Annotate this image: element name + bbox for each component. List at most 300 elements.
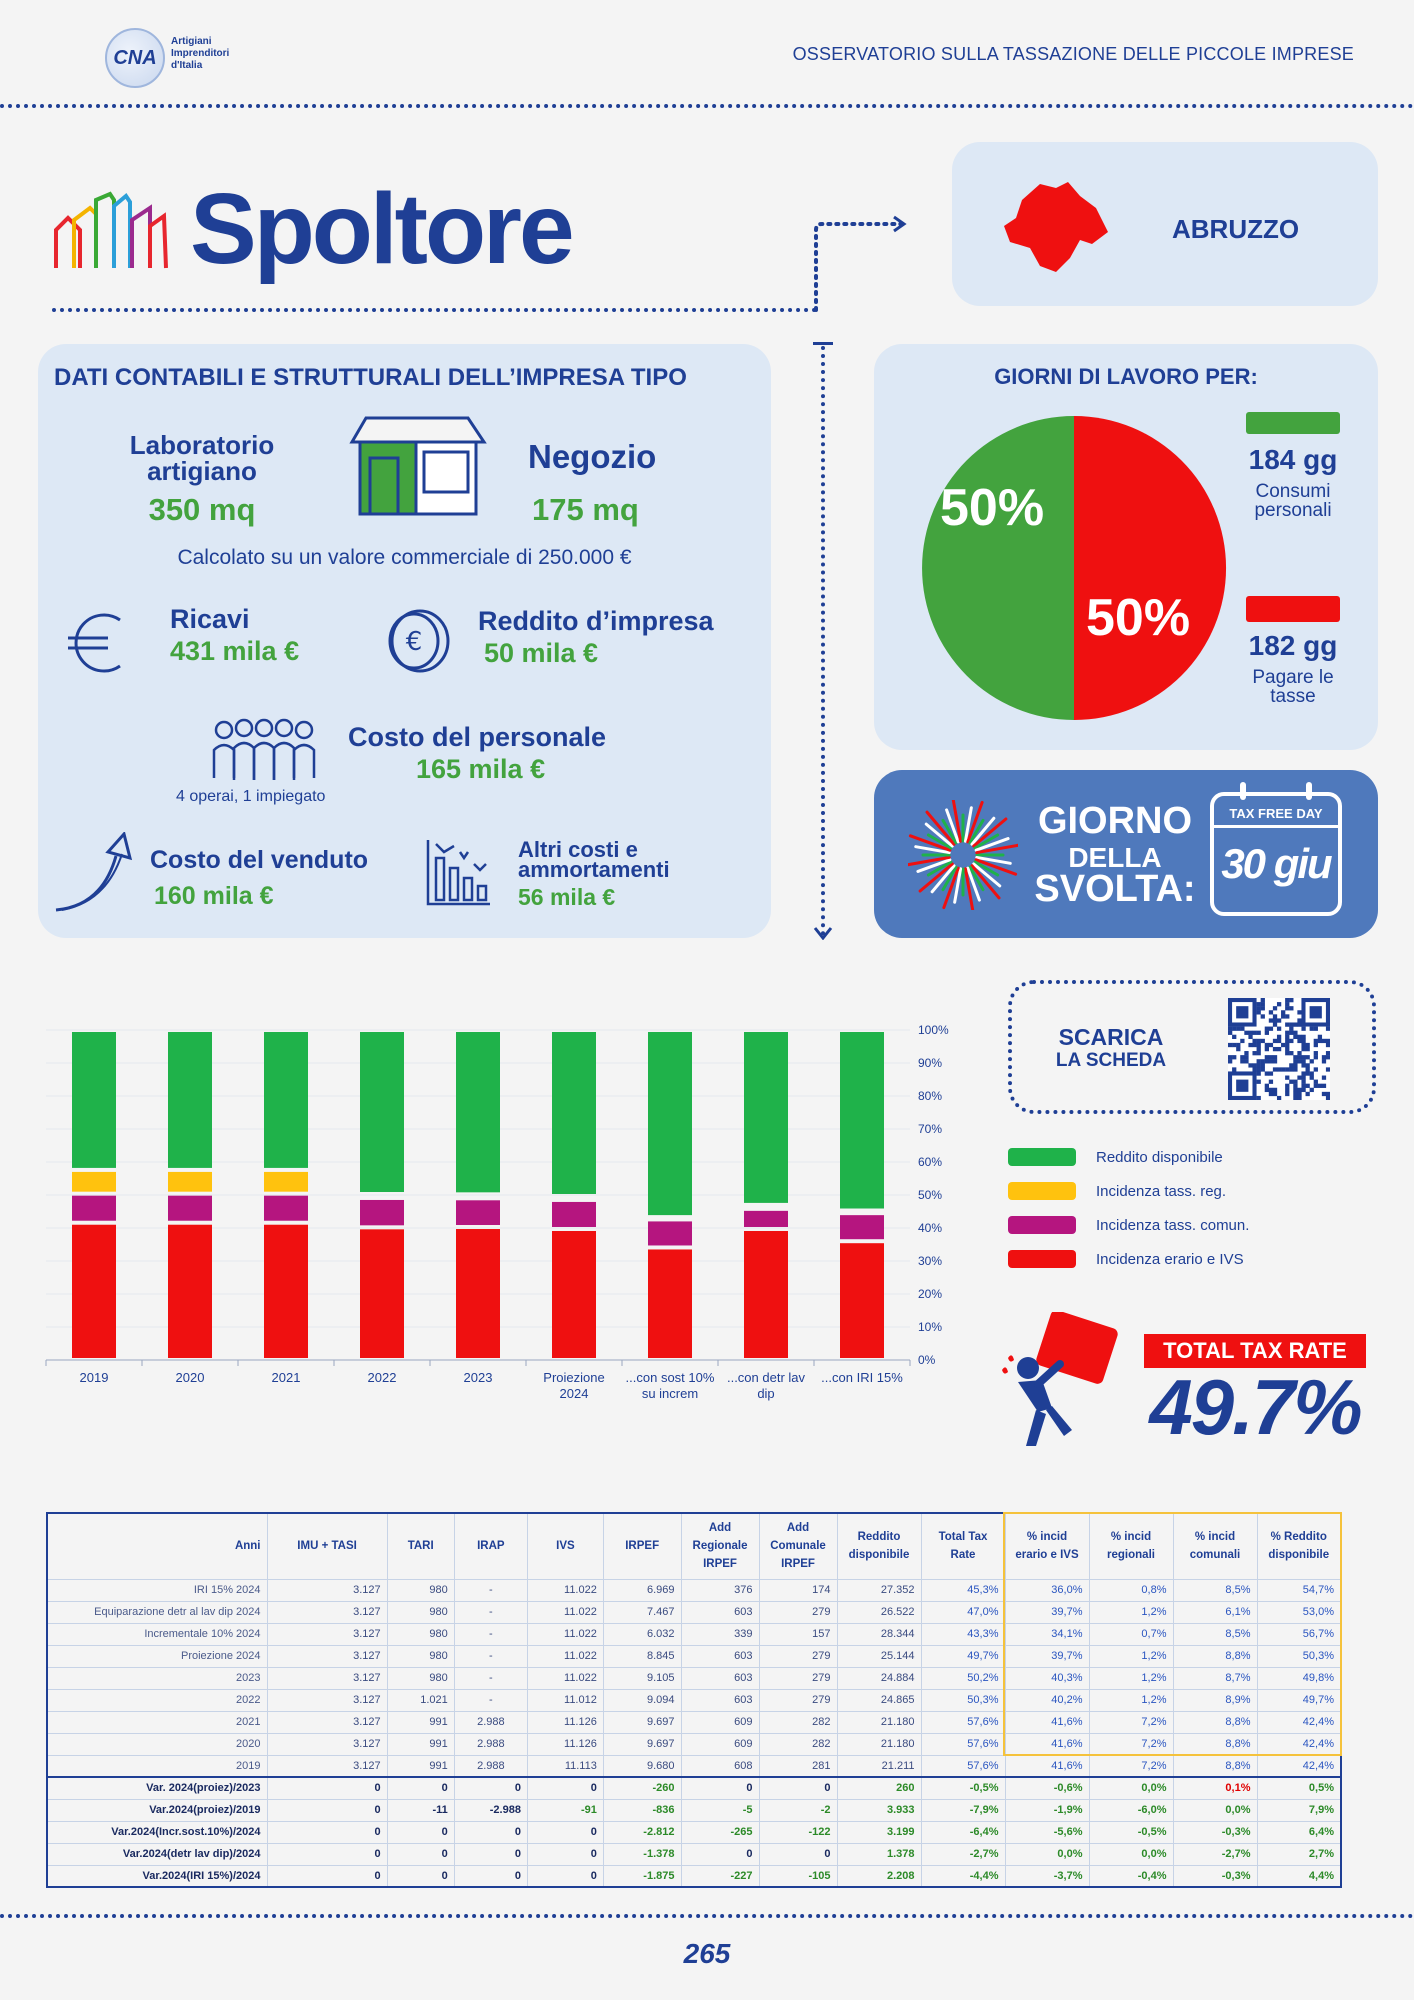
qr-module: [1257, 1071, 1261, 1075]
qr-module: [1285, 1088, 1289, 1092]
table-cell: 281: [759, 1755, 837, 1777]
table-cell: Proiezione 2024: [47, 1645, 267, 1667]
table-cell: -5: [681, 1799, 759, 1821]
x-tick-label: su increm: [641, 1386, 699, 1401]
venduto-label: Costo del venduto: [150, 846, 369, 874]
legend-reg-swatch: [1008, 1182, 1076, 1200]
qr-module: [1257, 1043, 1261, 1047]
bar-segment: [168, 1225, 212, 1358]
bar-segment: [72, 1196, 116, 1221]
qr-module: [1314, 1080, 1318, 1084]
table-cell: -0,3%: [1173, 1865, 1257, 1887]
table-cell: 27.352: [837, 1579, 921, 1601]
table-cell: 39,7%: [1005, 1601, 1089, 1623]
x-tick-label: dip: [757, 1386, 775, 1401]
table-cell: 3.127: [267, 1645, 387, 1667]
table-cell: -4,4%: [921, 1865, 1005, 1887]
table-row: [47, 1623, 1341, 1645]
qr-module: [1252, 1063, 1256, 1067]
table-cell: 2022: [47, 1689, 267, 1711]
qr-module: [1269, 1027, 1273, 1031]
table-cell: 3.199: [837, 1821, 921, 1843]
qr-module: [1273, 1039, 1277, 1043]
table-cell: -6,4%: [921, 1821, 1005, 1843]
table-cell: -: [454, 1601, 527, 1623]
qr-module: [1269, 1043, 1273, 1047]
qr-module: [1285, 1043, 1289, 1047]
qr-module: [1261, 1059, 1265, 1063]
table-cell: 279: [759, 1645, 837, 1667]
table-cell: 0,7%: [1089, 1623, 1173, 1645]
table-header-row: [47, 1513, 1341, 1579]
qr-module: [1236, 1027, 1240, 1031]
table-cell: 1,2%: [1089, 1645, 1173, 1667]
qr-module: [1240, 1039, 1244, 1043]
table-cell: 4,4%: [1257, 1865, 1341, 1887]
qr-module: [1285, 1039, 1289, 1043]
table-cell: 0: [387, 1843, 454, 1865]
qr-module: [1301, 1055, 1305, 1059]
table-cell: 2.988: [454, 1711, 527, 1733]
euro-icon: [62, 608, 132, 678]
legend-comun-label: Incidenza tass. comun.: [1096, 1216, 1250, 1234]
qr-module: [1285, 1002, 1289, 1006]
table-cell: 0,5%: [1257, 1777, 1341, 1799]
table-cell: 49,7%: [921, 1645, 1005, 1667]
bar-segment: [264, 1196, 308, 1221]
qr-module: [1265, 1031, 1269, 1035]
table-cell: 3.933: [837, 1799, 921, 1821]
table-header-cell: IMU + TASI: [267, 1513, 387, 1579]
qr-module: [1261, 1039, 1265, 1043]
bar-segment: [360, 1200, 404, 1225]
qr-module: [1269, 1080, 1273, 1084]
qr-module: [1310, 1076, 1314, 1080]
qr-module: [1293, 1096, 1297, 1100]
table-cell: -7,9%: [921, 1799, 1005, 1821]
bar-segment: [744, 1211, 788, 1227]
table-variation-row: [47, 1843, 1341, 1865]
personale-label: Costo del personale: [348, 722, 607, 752]
table-row: [47, 1667, 1341, 1689]
qr-module: [1289, 998, 1293, 1002]
y-tick-label: 80%: [918, 1089, 943, 1103]
qr-module: [1269, 1059, 1273, 1063]
table-cell: 6,1%: [1173, 1601, 1257, 1623]
qr-module: [1265, 1088, 1269, 1092]
legend-reddito: [1008, 1148, 1223, 1166]
ricavi-label: Ricavi: [170, 604, 250, 634]
connector-top-cap: [813, 342, 833, 345]
table-cell: 9.105: [603, 1667, 681, 1689]
qr-module: [1277, 1035, 1281, 1039]
qr-module: [1314, 1084, 1318, 1088]
qr-module: [1293, 1022, 1297, 1026]
qr-module: [1326, 1027, 1330, 1031]
pie-slice-consumi: [922, 416, 1074, 720]
qr-module: [1257, 1059, 1261, 1063]
qr-module: [1277, 1002, 1281, 1006]
table-cell: 0: [681, 1777, 759, 1799]
table-cell: 0: [454, 1865, 527, 1887]
table-cell: -836: [603, 1799, 681, 1821]
table-cell: -2,7%: [1173, 1843, 1257, 1865]
table-header-cell: % incid erario e IVS: [1005, 1513, 1089, 1579]
region-name: ABRUZZO: [1172, 214, 1300, 244]
qr-module: [1293, 1088, 1297, 1092]
qr-module: [1248, 1043, 1252, 1047]
table-cell: -91: [527, 1799, 603, 1821]
bar-segment: [264, 1225, 308, 1358]
page-number: 265: [683, 1938, 731, 1969]
qr-module: [1289, 1031, 1293, 1035]
table-header-cell: Total Tax Rate: [921, 1513, 1005, 1579]
bar-segment: [456, 1032, 500, 1192]
table-cell: 28.344: [837, 1623, 921, 1645]
x-tick-label: ...con IRI 15%: [821, 1370, 903, 1385]
qr-module: [1273, 1059, 1277, 1063]
table-cell: -2,7%: [921, 1843, 1005, 1865]
table-cell: 991: [387, 1733, 454, 1755]
table-cell: 50,3%: [1257, 1645, 1341, 1667]
qr-module: [1289, 1039, 1293, 1043]
legend-consumi-swatch: [1246, 412, 1340, 434]
ricavi-value: 431 mila €: [170, 636, 300, 666]
scarica-box[interactable]: [1008, 980, 1376, 1114]
city-underline: [52, 308, 817, 312]
table-cell: 0: [759, 1843, 837, 1865]
consumi-label: Consumi personali: [1254, 481, 1332, 521]
legend-reddito-label: Reddito disponibile: [1096, 1148, 1223, 1166]
qr-module: [1285, 1047, 1289, 1051]
data-table-wrap: [46, 1512, 1342, 1888]
table-cell: 0,1%: [1173, 1777, 1257, 1799]
table-cell: 47,0%: [921, 1601, 1005, 1623]
calendar-ring-left: [1240, 782, 1246, 800]
table-row: [47, 1689, 1341, 1711]
y-tick-label: 40%: [918, 1221, 943, 1235]
giorni-pie-chart: [918, 412, 1230, 724]
qr-module: [1277, 1047, 1281, 1051]
table-variation-row: [47, 1777, 1341, 1799]
svg-text:€: €: [405, 627, 423, 657]
table-cell: 40,2%: [1005, 1689, 1089, 1711]
giorni-panel: [874, 344, 1378, 750]
qr-module: [1301, 1039, 1305, 1043]
qr-module: [1273, 1092, 1277, 1096]
table-cell: 1,2%: [1089, 1601, 1173, 1623]
table-cell: 608: [681, 1755, 759, 1777]
qr-module: [1289, 1051, 1293, 1055]
table-cell: Equiparazione detr al lav dip 2024: [47, 1601, 267, 1623]
personale-note: 4 operai, 1 impiegato: [176, 788, 326, 805]
table-cell: 7,9%: [1257, 1799, 1341, 1821]
table-cell: 21.180: [837, 1711, 921, 1733]
bar-segment: [360, 1032, 404, 1192]
table-cell: 39,7%: [1005, 1645, 1089, 1667]
qr-module: [1248, 1063, 1252, 1067]
table-cell: 7,2%: [1089, 1733, 1173, 1755]
table-cell: 54,7%: [1257, 1579, 1341, 1601]
qr-module: [1285, 1067, 1289, 1071]
qr-module: [1326, 1043, 1330, 1047]
table-cell: 376: [681, 1579, 759, 1601]
qr-module: [1257, 1063, 1261, 1067]
qr-module: [1285, 1022, 1289, 1026]
table-cell: 9.697: [603, 1733, 681, 1755]
table-cell: 991: [387, 1711, 454, 1733]
tasse-days: 182 gg: [1248, 630, 1338, 661]
qr-module: [1306, 1063, 1310, 1067]
reddito-value: 50 mila €: [484, 638, 599, 668]
table-cell: 11.126: [527, 1733, 603, 1755]
table-cell: 57,6%: [921, 1755, 1005, 1777]
y-tick-label: 70%: [918, 1122, 943, 1136]
qr-finder-inner: [1236, 1006, 1248, 1018]
qr-module: [1306, 1071, 1310, 1075]
table-cell: -6,0%: [1089, 1799, 1173, 1821]
qr-module: [1269, 1088, 1273, 1092]
qr-module: [1248, 1035, 1252, 1039]
table-cell: 2019: [47, 1755, 267, 1777]
table-cell: 8,8%: [1173, 1733, 1257, 1755]
table-cell: 8.845: [603, 1645, 681, 1667]
calendar-head: TAX FREE DAY: [1214, 806, 1338, 828]
table-cell: 991: [387, 1755, 454, 1777]
tax-free-calendar: [1210, 792, 1342, 916]
table-cell: 0: [387, 1865, 454, 1887]
tax-burden-person-icon: [998, 1312, 1128, 1452]
altri-label: Altri costi e ammortamenti: [518, 837, 670, 882]
scarica-line2: LA SCHEDA: [1055, 1050, 1167, 1071]
qr-code-icon[interactable]: [1228, 998, 1330, 1100]
qr-module: [1322, 1076, 1326, 1080]
qr-module: [1257, 1031, 1261, 1035]
header-title: OSSERVATORIO SULLA TASSAZIONE DELLE PICCOLE IMPRESE: [792, 44, 1354, 64]
qr-module: [1273, 1014, 1277, 1018]
table-cell: 980: [387, 1645, 454, 1667]
table-cell: 6,4%: [1257, 1821, 1341, 1843]
table-cell: 25.144: [837, 1645, 921, 1667]
qr-module: [1244, 1051, 1248, 1055]
total-tax-label: TOTAL TAX RATE: [1144, 1334, 1366, 1368]
table-row: [47, 1733, 1341, 1755]
table-cell: -0,4%: [1089, 1865, 1173, 1887]
table-cell: 1,2%: [1089, 1667, 1173, 1689]
qr-module: [1289, 1006, 1293, 1010]
table-cell: 3.127: [267, 1689, 387, 1711]
table-cell: 2023: [47, 1667, 267, 1689]
qr-module: [1269, 1010, 1273, 1014]
svolta-panel: [874, 770, 1378, 938]
table-cell: -5,6%: [1005, 1821, 1089, 1843]
table-cell: 50,3%: [921, 1689, 1005, 1711]
qr-module: [1240, 1059, 1244, 1063]
qr-module: [1257, 1002, 1261, 1006]
qr-module: [1314, 1055, 1318, 1059]
table-cell: 0: [681, 1843, 759, 1865]
qr-module: [1261, 1006, 1265, 1010]
giorni-title: GIORNI DI LAVORO PER:: [994, 364, 1258, 389]
qr-module: [1277, 1027, 1281, 1031]
table-cell: -0,6%: [1005, 1777, 1089, 1799]
logo-sub-1: Artigiani: [171, 36, 212, 47]
qr-module: [1301, 1047, 1305, 1051]
qr-module: [1293, 1035, 1297, 1039]
qr-module: [1314, 1027, 1318, 1031]
bar-segment: [264, 1172, 308, 1192]
table-header-cell: Reddito disponibile: [837, 1513, 921, 1579]
y-tick-label: 60%: [918, 1155, 943, 1169]
qr-module: [1322, 1039, 1326, 1043]
table-cell: 34,1%: [1005, 1623, 1089, 1645]
qr-module: [1289, 1022, 1293, 1026]
bar-segment: [840, 1032, 884, 1209]
workers-group-icon: [210, 718, 318, 788]
connector-arrow-icon: [806, 210, 916, 314]
qr-module: [1265, 1047, 1269, 1051]
tax-data-table: [46, 1512, 1342, 1888]
table-cell: 11.022: [527, 1601, 603, 1623]
qr-module: [1277, 1018, 1281, 1022]
table-cell: 2.988: [454, 1733, 527, 1755]
qr-module: [1318, 1039, 1322, 1043]
qr-module: [1281, 1014, 1285, 1018]
table-cell: 0: [527, 1777, 603, 1799]
qr-module: [1297, 1088, 1301, 1092]
table-cell: 50,2%: [921, 1667, 1005, 1689]
table-cell: 11.126: [527, 1711, 603, 1733]
bar-segment: [648, 1032, 692, 1215]
table-cell: 57,6%: [921, 1711, 1005, 1733]
tasse-label: Pagare le tasse: [1252, 667, 1334, 707]
table-cell: 6.032: [603, 1623, 681, 1645]
qr-module: [1314, 1039, 1318, 1043]
qr-module: [1297, 1018, 1301, 1022]
qr-module: [1285, 998, 1289, 1002]
consumi-days: 184 gg: [1248, 444, 1338, 475]
qr-module: [1252, 1039, 1256, 1043]
table-cell: 8,5%: [1173, 1623, 1257, 1645]
table-cell: 3.127: [267, 1579, 387, 1601]
legend-erario-swatch: [1008, 1250, 1076, 1268]
x-tick-label: 2023: [463, 1370, 493, 1385]
qr-module: [1310, 1027, 1314, 1031]
cna-logo-text: CNA: [113, 46, 157, 69]
table-cell: 49,8%: [1257, 1667, 1341, 1689]
qr-module: [1301, 1076, 1305, 1080]
table-cell: 980: [387, 1579, 454, 1601]
negozio-label: Negozio: [528, 438, 657, 475]
cna-logo-mark: [105, 28, 165, 88]
qr-module: [1285, 1084, 1289, 1088]
table-cell: 157: [759, 1623, 837, 1645]
calendar-ring-right: [1306, 782, 1312, 800]
qr-module: [1306, 1047, 1310, 1051]
table-header-cell: TARI: [387, 1513, 454, 1579]
table-cell: 57,6%: [921, 1733, 1005, 1755]
table-cell: 1,2%: [1089, 1689, 1173, 1711]
table-cell: 0: [387, 1821, 454, 1843]
table-cell: 40,3%: [1005, 1667, 1089, 1689]
table-cell: 282: [759, 1711, 837, 1733]
table-header-cell: Add Regionale IRPEF: [681, 1513, 759, 1579]
qr-module: [1228, 1059, 1232, 1063]
qr-module: [1326, 1055, 1330, 1059]
qr-module: [1301, 1080, 1305, 1084]
x-tick-label: 2022: [367, 1370, 397, 1385]
qr-module: [1228, 1043, 1232, 1047]
table-cell: Var. 2024(proiez)/2023: [47, 1777, 267, 1799]
table-cell: -3,7%: [1005, 1865, 1089, 1887]
qr-module: [1232, 1043, 1236, 1047]
table-header-cell: IRAP: [454, 1513, 527, 1579]
table-cell: 0: [267, 1799, 387, 1821]
x-tick-label: 2024: [559, 1386, 589, 1401]
legend-comun: [1008, 1216, 1249, 1234]
table-cell: 11.012: [527, 1689, 603, 1711]
bar-segment: [840, 1243, 884, 1358]
y-tick-label: 50%: [918, 1188, 943, 1202]
qr-module: [1297, 1096, 1301, 1100]
x-tick-label: Proiezione: [543, 1370, 605, 1385]
qr-module: [1314, 1051, 1318, 1055]
qr-module: [1293, 1067, 1297, 1071]
table-cell: -: [454, 1645, 527, 1667]
fireworks-icon: [908, 800, 1018, 910]
table-cell: 11.113: [527, 1755, 603, 1777]
table-cell: IRI 15% 2024: [47, 1579, 267, 1601]
bar-segment: [552, 1231, 596, 1358]
table-cell: 9.697: [603, 1711, 681, 1733]
table-cell: 6.969: [603, 1579, 681, 1601]
table-cell: 0: [759, 1777, 837, 1799]
table-cell: 174: [759, 1579, 837, 1601]
table-cell: 609: [681, 1711, 759, 1733]
qr-module: [1306, 1043, 1310, 1047]
table-cell: 42,4%: [1257, 1755, 1341, 1777]
table-cell: 282: [759, 1733, 837, 1755]
qr-module: [1285, 1014, 1289, 1018]
bar-segment: [840, 1215, 884, 1239]
qr-module: [1293, 1084, 1297, 1088]
qr-module: [1269, 1092, 1273, 1096]
bar-segment: [72, 1172, 116, 1192]
table-cell: 603: [681, 1667, 759, 1689]
qr-module: [1285, 1006, 1289, 1010]
table-cell: 0,0%: [1089, 1843, 1173, 1865]
pie-slice-tasse: [1074, 416, 1226, 720]
qr-module: [1257, 1080, 1261, 1084]
qr-module: [1252, 1051, 1256, 1055]
table-cell: 11.022: [527, 1623, 603, 1645]
logo-sub-3: d'Italia: [171, 60, 203, 71]
table-row: [47, 1579, 1341, 1601]
svolta-line1: GIORNO: [1037, 800, 1193, 842]
table-cell: -105: [759, 1865, 837, 1887]
qr-module: [1310, 1088, 1314, 1092]
table-variation-row: [47, 1865, 1341, 1887]
qr-module: [1297, 1022, 1301, 1026]
table-cell: Var.2024(detr lav dip)/2024: [47, 1843, 267, 1865]
personale-value: 165 mila €: [416, 754, 546, 784]
qr-module: [1244, 1031, 1248, 1035]
qr-module: [1285, 1031, 1289, 1035]
qr-module: [1301, 1063, 1305, 1067]
qr-module: [1281, 1067, 1285, 1071]
sales-growth-icon: [52, 832, 142, 914]
qr-module: [1248, 1031, 1252, 1035]
